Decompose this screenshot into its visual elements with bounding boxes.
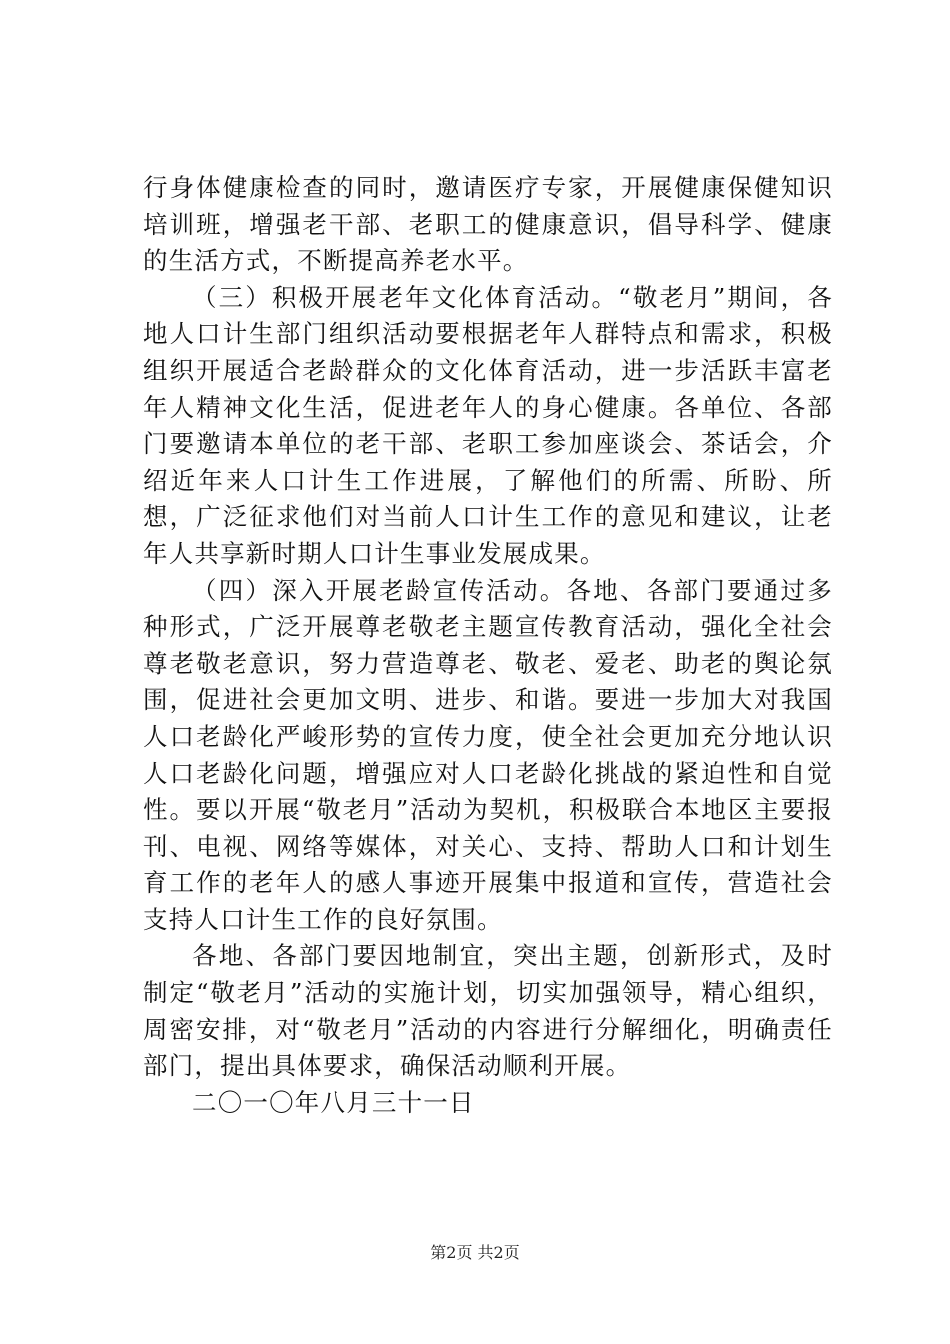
document-body <box>143 170 833 1121</box>
paragraph-requirements: 各地、各部门要因地制宜，突出主题，创新形式，及时制定“敬老月”活动的实施计划，切实加强领导，精心组织，周密安排，对“敬老月”活动的内容进行分解细化，明确责任部门，提出具体要求，确保活动顺利开展。 <box>143 941 833 1081</box>
paragraph-publicity: （四）深入开展老龄宣传活动。各地、各部门要通过多种形式，广泛开展尊老敬老主题宣传教育活动，强化全社会尊老敬老意识，努力营造尊老、敬老、爱老、助老的舆论氛围，促进社会更加文明、进步、和谐。要进一步加大对我国人口老龄化严峻形势的宣传力度，使全社会更加充分地认识人口老龄化问题，增强应对人口老龄化挑战的紧迫性和自觉性。要以开展“敬老月”活动为契机，积极联合本地区主要报刊、电视、网络等媒体，对关心、支持、帮助人口和计划生育工作的老年人的感人事迹开展集中报道和宣传，营造社会支持人口计生工作的良好氛围。 <box>143 575 833 934</box>
paragraph-health-checkup: 行身体健康检查的同时，邀请医疗专家，开展健康保健知识培训班，增强老干部、老职工的健康意识，倡导科学、健康的生活方式，不断提高养老水平。 <box>143 173 833 276</box>
paragraph-culture-sports: （三）积极开展老年文化体育活动。“敬老月”期间，各地人口计生部门组织活动要根据老年人群特点和需求，积极组织开展适合老龄群众的文化体育活动，进一步活跃丰富老年人精神文化生活，促进老年人的身心健康。各单位、各部门要邀请本单位的老干部、老职工参加座谈会、茶话会，介绍近年来人口计生工作进展，了解他们的所需、所盼、所想，广泛征求他们对当前人口计生工作的意见和建议，让老年人共享新时期人口计生事业发展成果。 <box>143 282 833 568</box>
page-number-footer: 第2页 共2页 <box>430 1243 520 1262</box>
document-date: 二〇一〇年八月三十一日 <box>192 1087 475 1117</box>
